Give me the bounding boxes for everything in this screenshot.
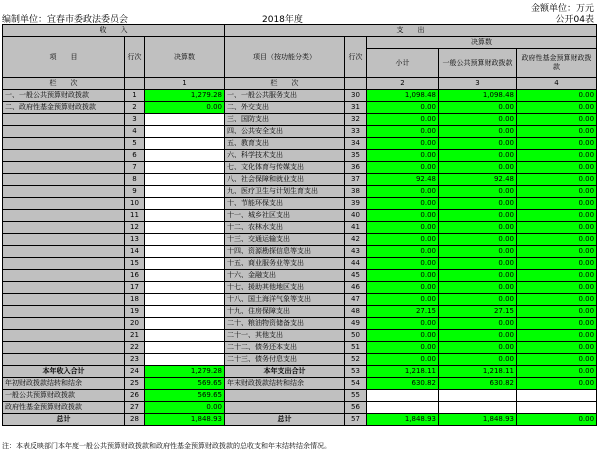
- blank-cell: [517, 402, 597, 414]
- expense-item: 八、社会保障和就业支出: [225, 174, 345, 186]
- expense-subtotal: 0.00: [367, 294, 439, 306]
- expense-general: 0.00: [439, 222, 517, 234]
- income-item: [3, 210, 125, 222]
- expense-subtotal: 1,098.48: [367, 90, 439, 102]
- col-budget: 决算数: [145, 37, 225, 78]
- colno-4: 4: [517, 78, 597, 90]
- carry-general-row: [3, 390, 597, 402]
- expense-general: 1,098.48: [439, 90, 517, 102]
- expense-general: 0.00: [439, 114, 517, 126]
- income-value: [145, 126, 225, 138]
- table-row: [3, 342, 597, 354]
- table-row: [3, 246, 597, 258]
- income-row-no: 21: [125, 330, 145, 342]
- income-row-no: 15: [125, 258, 145, 270]
- expense-subtotal: 0.00: [367, 210, 439, 222]
- expense-item: 二十二、债务还本支出: [225, 342, 345, 354]
- table-row: [3, 222, 597, 234]
- expense-fund: 0.00: [517, 150, 597, 162]
- blank-cell: [225, 390, 345, 402]
- income-item: [3, 114, 125, 126]
- expense-row-no: 48: [345, 306, 367, 318]
- blank-cell: [367, 390, 439, 402]
- income-row-no: 6: [125, 150, 145, 162]
- income-row-no: 9: [125, 186, 145, 198]
- carry-in-no: 25: [125, 378, 145, 390]
- income-row-no: 16: [125, 270, 145, 282]
- expense-item: 十五、商业服务业等支出: [225, 258, 345, 270]
- expense-row-no: 47: [345, 294, 367, 306]
- carry-in-fund-value: 0.00: [145, 402, 225, 414]
- expense-subtotal: 0.00: [367, 270, 439, 282]
- expense-subtotal: 92.48: [367, 174, 439, 186]
- carry-in-value: 569.65: [145, 378, 225, 390]
- expense-row-no: 41: [345, 222, 367, 234]
- expense-subtotal: 0.00: [367, 222, 439, 234]
- expense-fund: 0.00: [517, 198, 597, 210]
- expense-item: 十二、农林水支出: [225, 222, 345, 234]
- expense-fund: 0.00: [517, 162, 597, 174]
- carry-in-fund-label: 政府性基金预算财政拨款: [3, 402, 125, 414]
- expense-fund: 0.00: [517, 210, 597, 222]
- income-row-no: 23: [125, 354, 145, 366]
- carry-out-no: 54: [345, 378, 367, 390]
- expense-item: 十四、资源勘探信息等支出: [225, 246, 345, 258]
- income-item: 二、政府性基金预算财政拨款: [3, 102, 125, 114]
- expense-row-no: 45: [345, 270, 367, 282]
- expense-item: 九、医疗卫生与计划生育支出: [225, 186, 345, 198]
- income-value: [145, 258, 225, 270]
- income-value: [145, 198, 225, 210]
- grand-total-no: 28: [125, 414, 145, 426]
- expense-row-no: 51: [345, 342, 367, 354]
- organization-label: 编制单位：宜春市委政法委员会: [2, 15, 129, 25]
- income-value: [145, 210, 225, 222]
- col-rowno-right: 行次: [345, 37, 367, 78]
- expense-item: 一、一般公共服务支出: [225, 90, 345, 102]
- income-row-no: 2: [125, 102, 145, 114]
- income-value: [145, 234, 225, 246]
- expense-item: 二十一、其他支出: [225, 330, 345, 342]
- expense-fund: 0.00: [517, 102, 597, 114]
- col-expense-item: 项目（按功能分类）: [225, 37, 345, 78]
- expense-subtotal: 0.00: [367, 342, 439, 354]
- income-row-no: 13: [125, 234, 145, 246]
- expense-item: 六、科学技术支出: [225, 150, 345, 162]
- expense-general: 0.00: [439, 126, 517, 138]
- income-row-no: 18: [125, 294, 145, 306]
- income-item: [3, 222, 125, 234]
- expense-fund: 0.00: [517, 246, 597, 258]
- income-row-no: 12: [125, 222, 145, 234]
- col-subtotal: 小计: [367, 49, 439, 78]
- table-row: [3, 162, 597, 174]
- expense-fund: 0.00: [517, 138, 597, 150]
- income-value: [145, 282, 225, 294]
- income-item: [3, 162, 125, 174]
- income-item: [3, 246, 125, 258]
- table-row: [3, 126, 597, 138]
- expense-row-no: 36: [345, 162, 367, 174]
- carry-in-general-value: 569.65: [145, 390, 225, 402]
- expense-general: 0.00: [439, 138, 517, 150]
- expense-fund: 0.00: [517, 114, 597, 126]
- income-value: [145, 318, 225, 330]
- income-item: [3, 150, 125, 162]
- table-row: [3, 102, 597, 114]
- col-fund: 政府性基金预算财政拨款: [517, 49, 597, 78]
- footnote: 注：本表反映部门本年度一般公共预算财政拨款和政府性基金预算财政拨款的总收支和年末结转结余情况。: [2, 442, 331, 450]
- total-row: [3, 366, 597, 378]
- expense-section-header: 支 出: [225, 25, 597, 37]
- income-row-no: 5: [125, 138, 145, 150]
- blank-cell: [517, 390, 597, 402]
- expense-general: 0.00: [439, 294, 517, 306]
- expense-item: 五、教育支出: [225, 138, 345, 150]
- expense-subtotal: 0.00: [367, 102, 439, 114]
- income-item: [3, 258, 125, 270]
- colno-2: 2: [367, 78, 439, 90]
- table-row: [3, 114, 597, 126]
- income-value: [145, 150, 225, 162]
- table-row: [3, 234, 597, 246]
- expense-row-no: 49: [345, 318, 367, 330]
- table-row: [3, 282, 597, 294]
- expense-item: 十七、援助其他地区支出: [225, 282, 345, 294]
- carry-out-subtotal: 630.82: [367, 378, 439, 390]
- expense-subtotal: 0.00: [367, 114, 439, 126]
- income-value: [145, 138, 225, 150]
- col-item: 项 目: [3, 37, 125, 78]
- expense-general: 0.00: [439, 210, 517, 222]
- expense-fund: 0.00: [517, 258, 597, 270]
- carry-in-fund-no: 27: [125, 402, 145, 414]
- expense-row-no: 31: [345, 102, 367, 114]
- income-row-no: 10: [125, 198, 145, 210]
- table-row: [3, 186, 597, 198]
- income-value: [145, 342, 225, 354]
- expense-fund: 0.00: [517, 234, 597, 246]
- expense-item: 十八、国土海洋气象等支出: [225, 294, 345, 306]
- income-value: [145, 246, 225, 258]
- blank-cell: [439, 390, 517, 402]
- expense-row-no: 33: [345, 126, 367, 138]
- carry-row: [3, 378, 597, 390]
- blank-cell: [225, 402, 345, 414]
- expense-subtotal: 0.00: [367, 246, 439, 258]
- expense-row-no: 42: [345, 234, 367, 246]
- income-total-no: 24: [125, 366, 145, 378]
- expense-total-no: 53: [345, 366, 367, 378]
- grand-total-fund: 0.00: [517, 414, 597, 426]
- expense-general: 0.00: [439, 330, 517, 342]
- expense-row-no: 37: [345, 174, 367, 186]
- expense-general: 0.00: [439, 270, 517, 282]
- income-total-value: 1,279.28: [145, 366, 225, 378]
- grand-total-label: 总计: [3, 414, 125, 426]
- grand-total-no-right: 57: [345, 414, 367, 426]
- table-row: [3, 354, 597, 366]
- expense-item: 三、国防支出: [225, 114, 345, 126]
- carry-fund-row: [3, 402, 597, 414]
- expense-item: 十六、金融支出: [225, 270, 345, 282]
- expense-subtotal: 27.15: [367, 306, 439, 318]
- expense-subtotal: 0.00: [367, 282, 439, 294]
- table-row: [3, 330, 597, 342]
- grand-total-value: 1,848.93: [145, 414, 225, 426]
- carry-out-fund: 0.00: [517, 378, 597, 390]
- expense-row-no: 43: [345, 246, 367, 258]
- expense-fund: 0.00: [517, 294, 597, 306]
- expense-row-no: 46: [345, 282, 367, 294]
- expense-item: 七、文化体育与传媒支出: [225, 162, 345, 174]
- grand-total-general: 1,848.93: [439, 414, 517, 426]
- colno-empty-right: [345, 78, 367, 90]
- expense-item: 十三、交通运输支出: [225, 234, 345, 246]
- income-item: [3, 318, 125, 330]
- colno-label-right: 栏 次: [225, 78, 345, 90]
- expense-subtotal: 0.00: [367, 198, 439, 210]
- col-rowno: 行次: [125, 37, 145, 78]
- expense-row-no: 38: [345, 186, 367, 198]
- income-item: [3, 294, 125, 306]
- expense-general: 0.00: [439, 246, 517, 258]
- expense-fund: 0.00: [517, 330, 597, 342]
- expense-general: 0.00: [439, 150, 517, 162]
- income-row-no: 7: [125, 162, 145, 174]
- income-item: [3, 354, 125, 366]
- income-row-no: 22: [125, 342, 145, 354]
- colno-empty: [125, 78, 145, 90]
- expense-subtotal: 0.00: [367, 162, 439, 174]
- expense-subtotal: 0.00: [367, 186, 439, 198]
- colno-label: 栏 次: [3, 78, 125, 90]
- table-row: [3, 318, 597, 330]
- col-general: 一般公共预算财政拨款: [439, 49, 517, 78]
- form-number: 公开04表: [555, 15, 594, 25]
- table-row: [3, 150, 597, 162]
- table-row: [3, 174, 597, 186]
- income-row-no: 3: [125, 114, 145, 126]
- expense-fund: 0.00: [517, 318, 597, 330]
- income-item: [3, 138, 125, 150]
- carry-out-label: 年末财政拨款结转和结余: [225, 378, 345, 390]
- expense-general: 0.00: [439, 354, 517, 366]
- income-row-no: 11: [125, 210, 145, 222]
- income-value: [145, 186, 225, 198]
- income-row-no: 19: [125, 306, 145, 318]
- income-row-no: 1: [125, 90, 145, 102]
- expense-fund: 0.00: [517, 186, 597, 198]
- fiscal-table: [2, 24, 597, 426]
- expense-fund: 0.00: [517, 282, 597, 294]
- expense-subtotal: 0.00: [367, 258, 439, 270]
- blank-cell: [367, 402, 439, 414]
- expense-item: 十一、城乡社区支出: [225, 210, 345, 222]
- carry-in-general-label: 一般公共预算财政拨款: [3, 390, 125, 402]
- expense-subtotal: 0.00: [367, 318, 439, 330]
- income-row-no: 8: [125, 174, 145, 186]
- table-row: [3, 306, 597, 318]
- expense-total-subtotal: 1,218.11: [367, 366, 439, 378]
- expense-item: 十、节能环保支出: [225, 198, 345, 210]
- expense-row-no: 30: [345, 90, 367, 102]
- expense-subtotal: 0.00: [367, 234, 439, 246]
- income-item: [3, 270, 125, 282]
- table-row: [3, 90, 597, 102]
- grand-total-subtotal: 1,848.93: [367, 414, 439, 426]
- expense-row-no: 34: [345, 138, 367, 150]
- income-item: 一、一般公共预算财政拨款: [3, 90, 125, 102]
- expense-total-label: 本年支出合计: [225, 366, 345, 378]
- expense-general: 27.15: [439, 306, 517, 318]
- expense-general: 0.00: [439, 318, 517, 330]
- expense-row-no: 52: [345, 354, 367, 366]
- income-row-no: 20: [125, 318, 145, 330]
- income-value: [145, 222, 225, 234]
- income-item: [3, 186, 125, 198]
- unit-label: 金额单位：万元: [530, 4, 594, 14]
- expense-row-no: 50: [345, 330, 367, 342]
- carry-in-general-no: 26: [125, 390, 145, 402]
- expense-fund: 0.00: [517, 342, 597, 354]
- expense-fund: 0.00: [517, 222, 597, 234]
- income-item: [3, 282, 125, 294]
- carry-in-label: 年初财政拨款结转和结余: [3, 378, 125, 390]
- income-row-no: 14: [125, 246, 145, 258]
- expense-general: 0.00: [439, 102, 517, 114]
- table-row: [3, 138, 597, 150]
- row-55-no: 55: [345, 390, 367, 402]
- expense-general: 0.00: [439, 186, 517, 198]
- income-item: [3, 198, 125, 210]
- expense-item: 二十、粮油物资储备支出: [225, 318, 345, 330]
- table-row: [3, 258, 597, 270]
- expense-general: 92.48: [439, 174, 517, 186]
- income-value: [145, 330, 225, 342]
- income-value: 0.00: [145, 102, 225, 114]
- expense-row-no: 44: [345, 258, 367, 270]
- expense-row-no: 40: [345, 210, 367, 222]
- expense-fund: 0.00: [517, 354, 597, 366]
- expense-general: 0.00: [439, 234, 517, 246]
- table-row: [3, 294, 597, 306]
- expense-fund: 0.00: [517, 270, 597, 282]
- expense-fund: 0.00: [517, 306, 597, 318]
- income-value: [145, 306, 225, 318]
- expense-subtotal: 0.00: [367, 330, 439, 342]
- expense-item: 二、外交支出: [225, 102, 345, 114]
- income-value: [145, 114, 225, 126]
- expense-general: 0.00: [439, 198, 517, 210]
- expense-fund: 0.00: [517, 90, 597, 102]
- expense-item: 十九、住房保障支出: [225, 306, 345, 318]
- colno-3: 3: [439, 78, 517, 90]
- income-item: [3, 234, 125, 246]
- expense-row-no: 35: [345, 150, 367, 162]
- expense-row-no: 39: [345, 198, 367, 210]
- income-row-no: 4: [125, 126, 145, 138]
- table-row: [3, 198, 597, 210]
- expense-subtotal: 0.00: [367, 126, 439, 138]
- expense-total-fund: 0.00: [517, 366, 597, 378]
- income-value: [145, 294, 225, 306]
- expense-subtotal: 0.00: [367, 138, 439, 150]
- expense-general: 0.00: [439, 258, 517, 270]
- expense-fund: 0.00: [517, 174, 597, 186]
- grand-total-label-right: 总计: [225, 414, 345, 426]
- expense-subtotal: 0.00: [367, 354, 439, 366]
- income-row-no: 17: [125, 282, 145, 294]
- expense-subtotal: 0.00: [367, 150, 439, 162]
- income-item: [3, 330, 125, 342]
- expense-item: 二十三、债务付息支出: [225, 354, 345, 366]
- expense-total-general: 1,218.11: [439, 366, 517, 378]
- expense-general: 0.00: [439, 282, 517, 294]
- expense-general: 0.00: [439, 342, 517, 354]
- income-value: 1,279.28: [145, 90, 225, 102]
- expense-fund: 0.00: [517, 126, 597, 138]
- income-item: [3, 126, 125, 138]
- table-row: [3, 270, 597, 282]
- income-section-header: 收 入: [3, 25, 225, 37]
- expense-item: 四、公共安全支出: [225, 126, 345, 138]
- income-total-label: 本年收入合计: [3, 366, 125, 378]
- income-value: [145, 162, 225, 174]
- grand-total-row: [3, 414, 597, 426]
- income-item: [3, 342, 125, 354]
- colno-1: 1: [145, 78, 225, 90]
- expense-general: 0.00: [439, 162, 517, 174]
- income-value: [145, 174, 225, 186]
- carry-out-general: 630.82: [439, 378, 517, 390]
- col-final: 决算数: [367, 37, 597, 49]
- income-item: [3, 174, 125, 186]
- blank-cell: [439, 402, 517, 414]
- row-56-no: 56: [345, 402, 367, 414]
- income-value: [145, 354, 225, 366]
- table-row: [3, 210, 597, 222]
- income-item: [3, 306, 125, 318]
- income-value: [145, 270, 225, 282]
- expense-row-no: 32: [345, 114, 367, 126]
- report-year: 2018年度: [262, 15, 303, 25]
